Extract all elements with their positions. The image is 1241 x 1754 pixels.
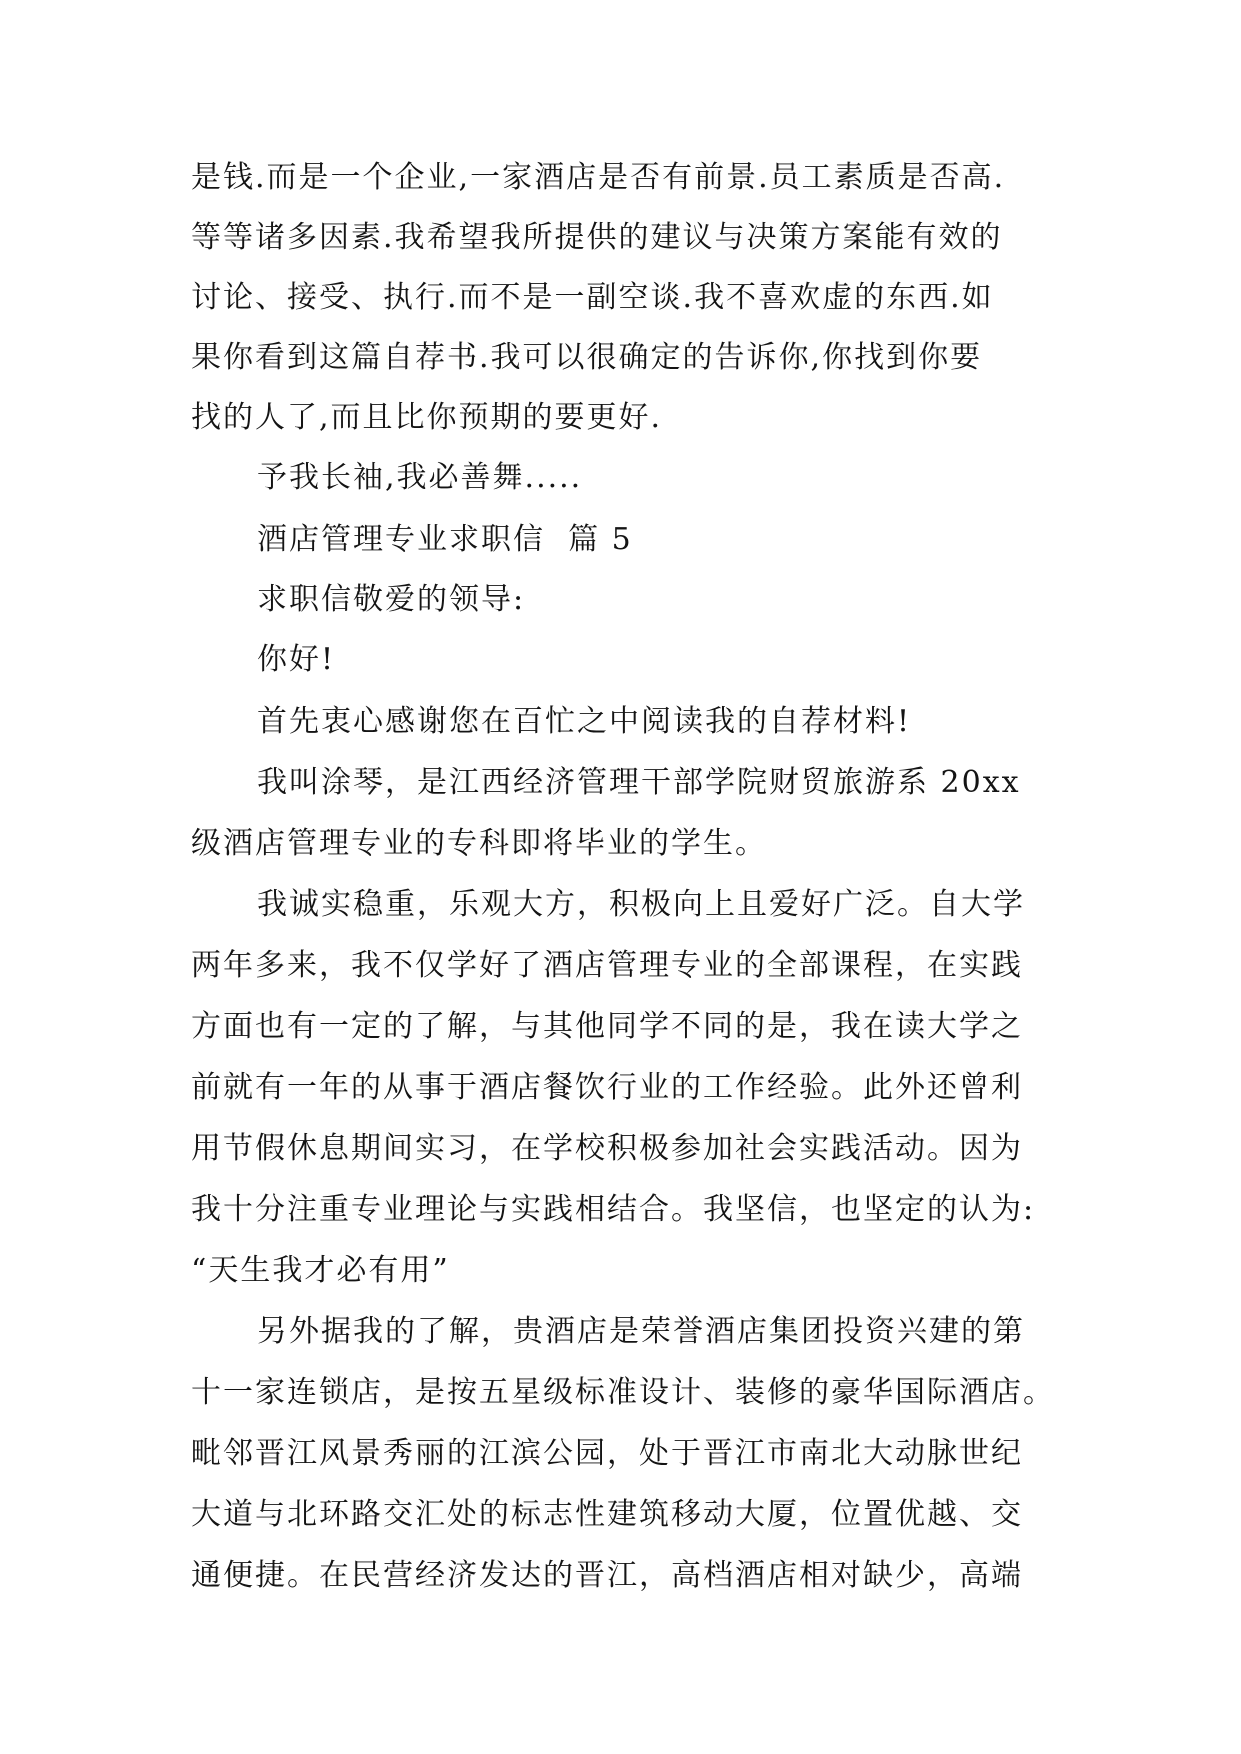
- closing-line: 予我长袖,我必善舞.....: [257, 460, 583, 495]
- text-line: 果你看到这篇自荐书.我可以很确定的告诉你,你找到你要: [191, 340, 983, 375]
- text-line: 是钱.而是一个企业,一家酒店是否有前景.员工素质是否高.: [191, 160, 1006, 195]
- text-line: 通便捷。在民营经济发达的晋江，高档酒店相对缺少，高端: [191, 1558, 1023, 1593]
- section-heading: 酒店管理专业求职信 篇 5: [257, 522, 633, 557]
- text-line: “天生我才必有用”: [191, 1253, 450, 1288]
- text-line: 毗邻晋江风景秀丽的江滨公园，处于晋江市南北大动脉世纪: [191, 1436, 1023, 1471]
- text-line: 级酒店管理专业的专科即将毕业的学生。: [191, 826, 767, 861]
- text-line: 找的人了,而且比你预期的要更好.: [191, 400, 663, 435]
- text-line: 两年多来，我不仅学好了酒店管理专业的全部课程，在实践: [191, 948, 1023, 983]
- text-line: 用节假休息期间实习，在学校积极参加社会实践活动。因为: [191, 1131, 1023, 1166]
- text-line: 我诚实稳重，乐观大方，积极向上且爱好广泛。自大学: [257, 887, 1025, 922]
- text-line: 等等诸多因素.我希望我所提供的建议与决策方案能有效的: [191, 220, 1003, 255]
- text-line: 讨论、接受、执行.而不是一副空谈.我不喜欢虚的东西.如: [191, 280, 994, 315]
- greeting: 你好!: [257, 642, 336, 677]
- text-line: 方面也有一定的了解，与其他同学不同的是，我在读大学之: [191, 1009, 1023, 1044]
- text-line: 前就有一年的从事于酒店餐饮行业的工作经验。此外还曾利: [191, 1070, 1023, 1105]
- text-line: 首先衷心感谢您在百忙之中阅读我的自荐材料!: [257, 704, 912, 739]
- text-line: 我叫涂琴，是江西经济管理干部学院财贸旅游系 20xx: [257, 765, 1021, 800]
- salutation: 求职信敬爱的领导:: [257, 582, 526, 617]
- text-line: 十一家连锁店，是按五星级标准设计、装修的豪华国际酒店。: [191, 1375, 1055, 1410]
- text-line: 我十分注重专业理论与实践相结合。我坚信，也坚定的认为:: [191, 1192, 1036, 1227]
- text-line: 大道与北环路交汇处的标志性建筑移动大厦，位置优越、交: [191, 1497, 1023, 1532]
- text-line: 另外据我的了解，贵酒店是荣誉酒店集团投资兴建的第: [257, 1314, 1025, 1349]
